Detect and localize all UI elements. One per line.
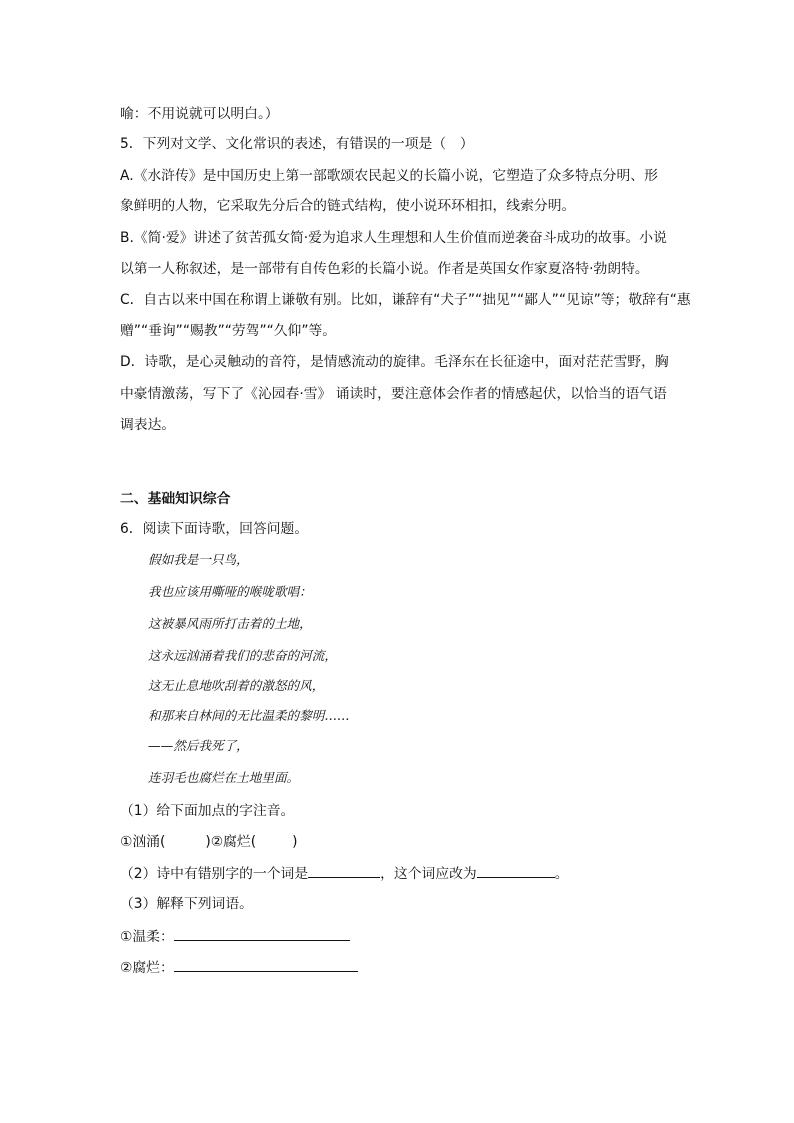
option-d-line-3: 调表达。: [120, 417, 176, 433]
item-2-close: ): [292, 834, 298, 850]
question-6-stem: 6．阅读下面诗歌，回答问题。: [120, 521, 309, 537]
option-a-line-2: 象鲜明的人物，它采取先分后合的链式结构，使小说环环相扣，线索分明。: [120, 198, 576, 214]
poem-line: 和那来自林间的无比温柔的黎明……: [148, 708, 350, 723]
option-d-line-1: D．诗歌，是心灵触动的音符，是情感流动的旋律。毛泽东在长征途中，面对茫茫雪野，胸: [120, 354, 669, 370]
poem-line: 这无止息地吹刮着的激怒的风，: [148, 678, 325, 693]
poem-line: 这被暴风雨所打击着的土地，: [148, 616, 312, 631]
correction-blank[interactable]: [477, 863, 555, 878]
option-d-line-2: 中豪情激荡，写下了《沁园春·雪》 诵读时，要注意体会作者的情感起伏，以恰当的语气语: [120, 386, 667, 402]
option-c-line-2: 赠”“垂询”“赐教”“劳驾”“久仰”等。: [120, 323, 337, 339]
wrong-word-blank[interactable]: [308, 863, 380, 878]
option-a-line-1: A.《水浒传》是中国历史上第一部歌颂农民起义的长篇小说，它塑造了众多特点分明、形: [120, 168, 658, 184]
option-b-line-1: B.《简·爱》讲述了贫苦孤女简·爱为追求人生理想和人生价值而逆袭奋斗成功的故事。小说: [120, 230, 667, 246]
poem-line: 这永远汹涌着我们的悲奋的河流，: [148, 648, 337, 663]
definition-2-blank[interactable]: [174, 957, 358, 972]
poem-line: 连羽毛也腐烂在土地里面。: [148, 770, 300, 785]
pinyin-answer-row: [120, 832, 297, 852]
poem-line: 假如我是一只鸟，: [148, 552, 249, 567]
item-1-label: ①汹涌(: [120, 834, 166, 850]
sub-2-text-c: 。: [554, 866, 569, 882]
intro-tail-text: 喻：不用说就可以明白。）: [120, 106, 279, 122]
option-b-line-2: 以第一人称叙述，是一部带有自传色彩的长篇小说。作者是英国女作家夏洛特·勃朗特。: [120, 261, 649, 277]
definition-row-1: [120, 926, 350, 947]
item-2-label: )②腐烂(: [205, 834, 257, 850]
sub-2-text-a: （2）诗中有错别字的一个词是: [120, 866, 309, 882]
poem-line: 我也应该用嘶哑的喉咙歌唱：: [148, 584, 312, 599]
definition-1-blank[interactable]: [174, 926, 350, 941]
definition-1-label: ①温柔：: [120, 929, 174, 945]
question-5-stem: 5．下列对文学、文化常识的表述，有错误的一项是（ ）: [120, 136, 474, 152]
section-2-title: 二、基础知识综合: [120, 491, 231, 507]
option-c-line-1: C．自古以来中国在称谓上谦敬有别。比如，谦辞有“犬子”“拙见”“鄙人”“见谅”等；敬辞有“惠: [120, 292, 691, 308]
sub-question-2: [120, 863, 569, 884]
poem-line: ——然后我死了，: [148, 738, 249, 753]
sub-2-text-b: ，这个词应改为: [380, 866, 477, 882]
definition-2-label: ②腐烂：: [120, 960, 174, 976]
definition-row-2: [120, 957, 358, 978]
sub-question-3: （3）解释下列词语。: [120, 896, 253, 912]
sub-question-1: （1）给下面加点的字注音。: [120, 803, 295, 819]
